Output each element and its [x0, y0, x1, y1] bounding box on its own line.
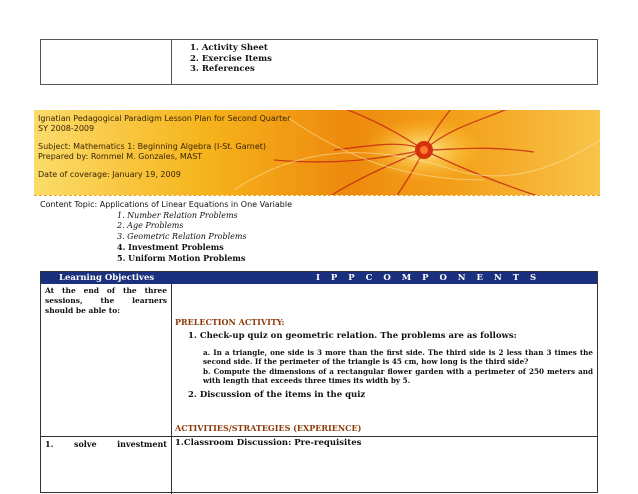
lesson-plan-banner: [34, 110, 600, 195]
objective-1-verb: solve: [73, 439, 97, 449]
plan-title: Ignatian Pedagogical Paradigm Lesson Plan for Second Quarter: [38, 114, 291, 123]
materials-table-left-cell: [41, 40, 172, 84]
ipp-table-header: [41, 272, 597, 284]
materials-list: [190, 43, 597, 75]
quiz-discussion: 2. Discussion of the items in the quiz: [188, 390, 366, 400]
prelection-title: PRELECTION ACTIVITY:: [175, 317, 285, 327]
content-topic-heading: Content Topic: Applications of Linear Equations in One Variable: [40, 200, 292, 209]
problem-b: b. Compute the dimensions of a rectangular flower garden with a perimeter of 250 meters and with length that exceeds three times its width by 5.: [203, 367, 593, 385]
ipp-table: [40, 271, 598, 493]
subject-line: Subject: Mathematics 1: Beginning Algebra (I-St. Garnet): [38, 142, 267, 151]
topic-item: 2. Age Problems: [117, 221, 184, 230]
school-year: SY 2008-2009: [38, 124, 95, 133]
materials-item: 3. References: [190, 64, 255, 74]
materials-item: 1. Activity Sheet: [190, 43, 268, 53]
learning-objectives-header: Learning Objectives: [59, 273, 155, 283]
objective-1-number: 1.: [45, 439, 54, 449]
objective-1: [45, 439, 167, 449]
topic-item: 3. Geometric Relation Problems: [117, 231, 247, 241]
materials-table-right-cell: [172, 40, 597, 84]
prepared-by: Prepared by: Rommel M. Gonzales, MAST: [38, 152, 203, 161]
column-divider: [171, 284, 172, 494]
objectives-intro: At the end of the three sessions, the learners should be able to:: [45, 286, 167, 315]
topic-item: 4. Investment Problems: [117, 242, 224, 252]
materials-table: [40, 39, 598, 85]
checkup-quiz: 1. Check-up quiz on geometric relation. The problems are as follows:: [188, 331, 517, 341]
ipp-components-header: I P P C O M P O N E N T S: [316, 273, 541, 283]
banner-divider: [34, 195, 600, 196]
row-divider: [41, 436, 597, 437]
date-of-coverage: Date of coverage: January 19, 2009: [38, 170, 181, 179]
banner-text: [38, 114, 290, 180]
materials-item: 2. Exercise Items: [190, 53, 272, 64]
content-topic: [40, 200, 292, 263]
topic-item: 1. Number Relation Problems: [117, 210, 238, 220]
topic-item: 5. Uniform Motion Problems: [117, 252, 246, 263]
activities-title: ACTIVITIES/STRATEGIES (EXPERIENCE): [175, 423, 362, 433]
classroom-discussion: 1.Classroom Discussion: Pre-requisites: [175, 438, 362, 448]
problem-a: a. In a triangle, one side is 3 more than the first side. The third side is 2 less than 3 times the second side. If the perimeter of the triangle is 45 cm, how long is the third side?: [203, 348, 593, 366]
topic-list: [40, 211, 292, 264]
objective-1-object: investment: [117, 439, 167, 449]
